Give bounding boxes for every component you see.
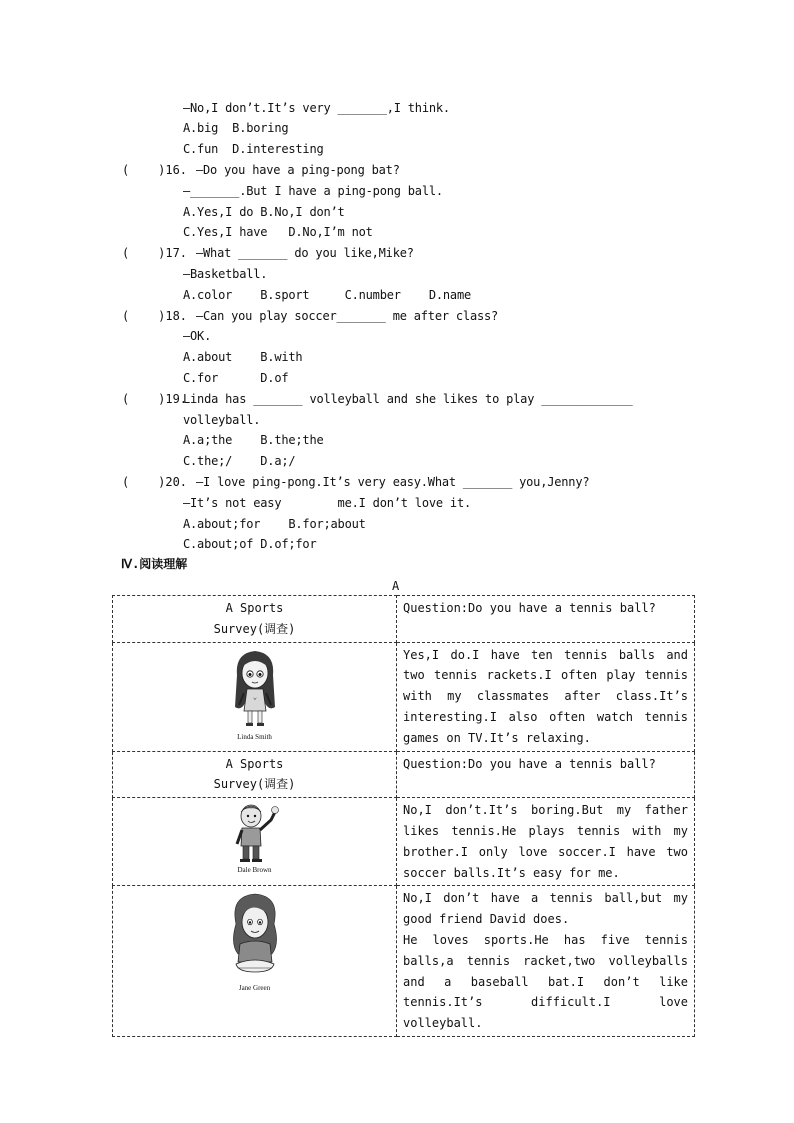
- q16-answer-line: —_______.But I have a ping-pong ball.: [183, 184, 443, 198]
- survey-header-line1: A Sports: [225, 756, 284, 771]
- girl-arms-crossed-illustration: [222, 888, 288, 984]
- survey-question-cell: Question:Do you have a tennis ball?: [397, 751, 695, 798]
- q20-number: ( )20.: [122, 475, 188, 489]
- section-title: Ⅳ.阅读理解: [121, 557, 188, 571]
- q16-question: —Do you have a ping-pong bat?: [196, 163, 400, 177]
- q20-answer-line: —It’s not easy me.I don’t love it.: [183, 496, 472, 510]
- survey-question-cell: Question:Do you have a tennis ball?: [397, 596, 695, 643]
- q19-number: ( )19.: [122, 392, 188, 406]
- dale-answer-cell: No,I don’t.It’s boring.But my father likes tennis.He plays tennis with my brother.I only love soccer.I have two soccer balls.It’s easy for me.: [397, 798, 695, 886]
- q20-question: —I love ping-pong.It’s very easy.What _______ you,Jenny?: [196, 475, 590, 489]
- dale-figure: [119, 800, 390, 875]
- q17-options: A.color B.sport C.number D.name: [183, 288, 472, 302]
- dale-name-caption: Dale Brown: [237, 866, 272, 875]
- jane-answer-cell: [397, 886, 695, 1037]
- q18-number: ( )18.: [122, 309, 188, 323]
- jane-name-caption: Jane Green: [238, 984, 271, 993]
- table-row: [113, 642, 695, 751]
- survey-table: [112, 595, 695, 1037]
- survey-header-line2: Survey(调查): [213, 777, 296, 792]
- q19-options-ab: A.a;the B.the;the: [183, 433, 324, 447]
- q18-question: —Can you play soccer_______ me after class?: [196, 309, 499, 323]
- jane-answer-part1: No,I don’t have a tennis ball,but my good friend David does.: [403, 891, 688, 927]
- q20-options-cd: C.about;of D.of;for: [183, 537, 317, 551]
- dale-cell: [113, 798, 397, 886]
- q19-question: Linda has _______ volleyball and she likes to play _____________: [183, 392, 633, 406]
- q16-options-cd: C.Yes,I have D.No,I’m not: [183, 225, 373, 239]
- girl-long-hair-illustration: [227, 645, 283, 733]
- q19-question-cont: volleyball.: [183, 413, 261, 427]
- linda-figure: [119, 645, 390, 742]
- q18-options-cd: C.for D.of: [183, 371, 289, 385]
- survey-header-line2: Survey(调查): [213, 621, 296, 636]
- jane-cell: [113, 886, 397, 1037]
- q18-answer-line: —OK.: [183, 329, 212, 343]
- part-label: A: [392, 579, 400, 593]
- survey-header-line1: A Sports: [225, 601, 284, 615]
- q15-answer-line: —No,I don’t.It’s very _______,I think.: [183, 101, 450, 115]
- q20-options-ab: A.about;for B.for;about: [183, 517, 366, 531]
- q16-number: ( )16.: [122, 163, 188, 177]
- linda-answer-cell: Yes,I do.I have ten tennis balls and two tennis rackets.I often play tennis with my classmates after class.It’s interesting.I also often watch tennis games on TV.It’s relaxing.: [397, 642, 695, 751]
- q17-number: ( )17.: [122, 246, 188, 260]
- q15-options-cd: C.fun D.interesting: [183, 142, 324, 156]
- linda-cell: [113, 642, 397, 751]
- jane-answer-part2: He loves sports.He has five tennis balls,a tennis racket,two volleyballs and a baseball bat.I don’t like tennis.It’s difficult.I love volleyball.: [403, 932, 688, 1031]
- table-row: [113, 751, 695, 798]
- table-row: [113, 886, 695, 1037]
- q19-options-cd: C.the;/ D.a;/: [183, 454, 296, 468]
- q17-answer-line: —Basketball.: [183, 267, 268, 281]
- q17-question: —What _______ do you like,Mike?: [196, 246, 414, 260]
- table-row: [113, 798, 695, 886]
- q18-options-ab: A.about B.with: [183, 350, 303, 364]
- q15-options-ab: A.big B.boring: [183, 121, 289, 135]
- survey-header-cell: [113, 751, 397, 798]
- linda-name-caption: Linda Smith: [237, 732, 272, 741]
- boy-waving-illustration: [227, 800, 283, 866]
- jane-figure: [119, 888, 390, 993]
- survey-header-cell: [113, 596, 397, 643]
- table-row: [113, 596, 695, 643]
- q16-options-ab: A.Yes,I do B.No,I don’t: [183, 205, 345, 219]
